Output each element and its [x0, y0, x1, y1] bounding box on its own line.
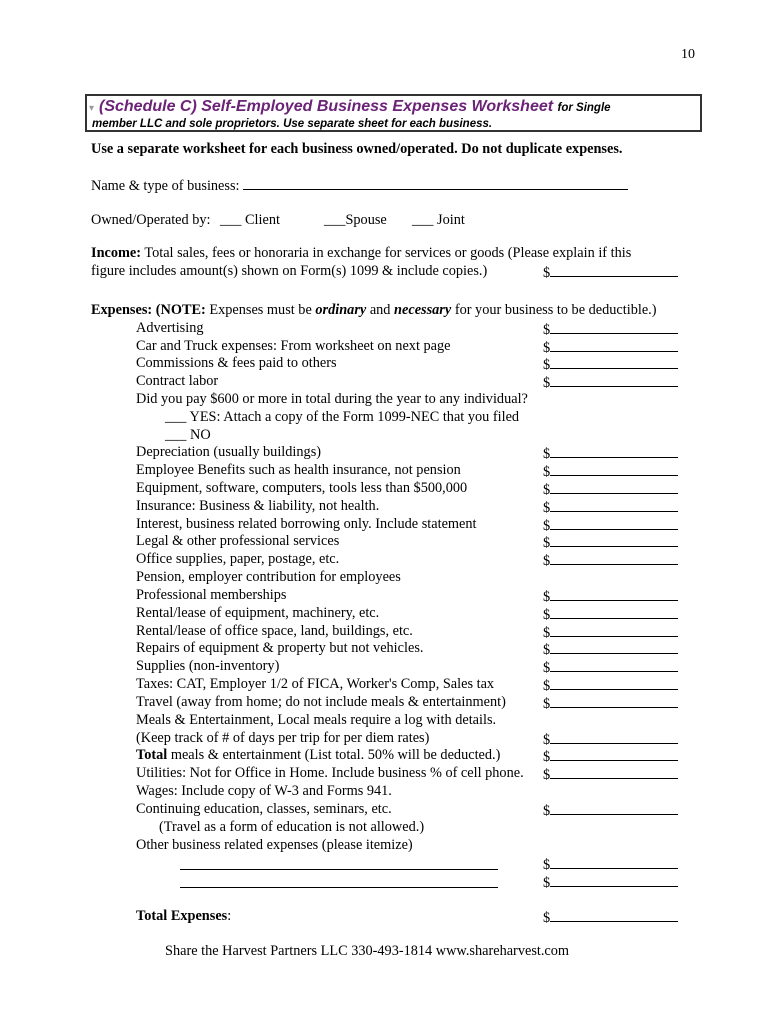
item-wages: Wages: Include copy of W-3 and Forms 941. — [136, 783, 392, 799]
amount-education[interactable]: $ — [543, 801, 678, 820]
item-memberships: Professional memberships — [136, 587, 287, 603]
option-no[interactable]: ___ NO — [165, 427, 211, 443]
item-pension: Pension, employer contribution for employees — [136, 569, 401, 585]
item-commissions: Commissions & fees paid to others — [136, 355, 337, 371]
amount-travel[interactable]: $ — [543, 694, 678, 713]
item-office: Office supplies, paper, postage, etc. — [136, 551, 340, 567]
item-depreciation: Depreciation (usually buildings) — [136, 444, 322, 460]
amount-commissions[interactable]: $ — [543, 355, 678, 374]
item-legal: Legal & other professional services — [136, 533, 340, 549]
income-line-1 — [91, 245, 631, 262]
amount-rental-equipment[interactable]: $ — [543, 605, 678, 624]
item-total-meals: Total meals & entertainment (List total. 50% will be deducted.) — [136, 747, 501, 763]
income-text-1: Total sales, fees or honoraria in exchange for services or goods (Please explain if this — [144, 245, 632, 261]
amount-total-expenses[interactable]: $ — [543, 908, 678, 927]
item-benefits: Employee Benefits such as health insurance, not pension — [136, 462, 461, 478]
amount-interest[interactable]: $ — [543, 516, 678, 535]
other-expense-line-2[interactable] — [180, 887, 498, 888]
amount-advertising[interactable]: $ — [543, 320, 678, 339]
item-rental-office: Rental/lease of office space, land, buildings, etc. — [136, 623, 413, 639]
worksheet-subtitle: member LLC and sole proprietors. Use separate sheet for each business. — [92, 118, 493, 130]
owned-joint-option[interactable]: ___ Joint — [412, 212, 465, 228]
owned-client-option[interactable]: ___ Client — [220, 212, 280, 228]
item-repairs: Repairs of equipment & property but not vehicles. — [136, 640, 424, 656]
amount-supplies[interactable]: $ — [543, 658, 678, 677]
title-suffix: for Single — [557, 102, 611, 114]
item-q600: Did you pay $600 or more in total during the year to any individual? — [136, 391, 528, 407]
item-utilities: Utilities: Not for Office in Home. Include business % of cell phone. — [136, 765, 524, 781]
amount-total-meals[interactable]: $ — [543, 747, 678, 766]
item-rental-equipment: Rental/lease of equipment, machinery, etc. — [136, 605, 380, 621]
item-perdiem: (Keep track of # of days per trip for per diem rates) — [136, 730, 430, 746]
name-type-row — [91, 176, 628, 195]
instruction: Use a separate worksheet for each business owned/operated. Do not duplicate expenses. — [91, 141, 623, 157]
income-amount-field[interactable]: $ — [543, 263, 678, 282]
amount-contract[interactable]: $ — [543, 373, 678, 392]
total-expenses-label: Total Expenses: — [136, 908, 232, 924]
item-contract: Contract labor — [136, 373, 219, 389]
item-car: Car and Truck expenses: From worksheet on next page — [136, 338, 451, 354]
item-supplies: Supplies (non-inventory) — [136, 658, 280, 674]
pin-icon: ▾ — [89, 103, 95, 114]
amount-utilities[interactable]: $ — [543, 765, 678, 784]
item-education: Continuing education, classes, seminars, etc. — [136, 801, 392, 817]
item-equipment: Equipment, software, computers, tools less than $500,000 — [136, 480, 468, 496]
item-travel: Travel (away from home; do not include meals & entertainment) — [136, 694, 506, 710]
amount-depreciation[interactable]: $ — [543, 444, 678, 463]
owned-label: Owned/Operated by: — [91, 212, 211, 228]
item-advertising: Advertising — [136, 320, 204, 336]
expenses-header: Expenses: (NOTE: Expenses must be ordinary and necessary for your business to be deductible.) — [91, 302, 657, 318]
option-yes[interactable]: ___ YES: Attach a copy of the Form 1099-NEC that you filed — [165, 409, 520, 425]
amount-equipment[interactable]: $ — [543, 480, 678, 499]
amount-benefits[interactable]: $ — [543, 462, 678, 481]
title-line — [89, 98, 611, 116]
amount-other-1[interactable]: $ — [543, 855, 678, 874]
worksheet-title: (Schedule C) Self-Employed Business Expenses Worksheet — [99, 98, 554, 115]
footer: Share the Harvest Partners LLC 330-493-1814 www.shareharvest.com — [165, 943, 570, 959]
name-type-label: Name & type of business: — [91, 178, 240, 194]
income-text-2: figure includes amount(s) shown on Form(s) 1099 & include copies.) — [91, 263, 488, 279]
business-name-field[interactable] — [243, 176, 628, 190]
item-insurance: Insurance: Business & liability, not health. — [136, 498, 380, 514]
item-meals: Meals & Entertainment, Local meals require a log with details. — [136, 712, 497, 728]
amount-perdiem[interactable]: $ — [543, 730, 678, 749]
amount-insurance[interactable]: $ — [543, 498, 678, 517]
page-number: 10 — [681, 47, 695, 62]
income-label: Income: — [91, 245, 142, 261]
other-expense-line-1[interactable] — [180, 869, 498, 870]
amount-taxes[interactable]: $ — [543, 676, 678, 695]
title-box — [85, 94, 702, 132]
item-taxes: Taxes: CAT, Employer 1/2 of FICA, Worker's Comp, Sales tax — [136, 676, 495, 692]
item-other: Other business related expenses (please itemize) — [136, 837, 413, 853]
owned-spouse-option[interactable]: ___Spouse — [324, 212, 387, 228]
amount-legal[interactable]: $ — [543, 533, 678, 552]
amount-memberships[interactable]: $ — [543, 587, 678, 606]
amount-car[interactable]: $ — [543, 338, 678, 357]
item-interest: Interest, business related borrowing only. Include statement — [136, 516, 477, 532]
amount-rental-office[interactable]: $ — [543, 623, 678, 642]
amount-office[interactable]: $ — [543, 551, 678, 570]
item-edu-note: (Travel as a form of education is not allowed.) — [159, 819, 425, 835]
amount-repairs[interactable]: $ — [543, 640, 678, 659]
amount-other-2[interactable]: $ — [543, 873, 678, 892]
